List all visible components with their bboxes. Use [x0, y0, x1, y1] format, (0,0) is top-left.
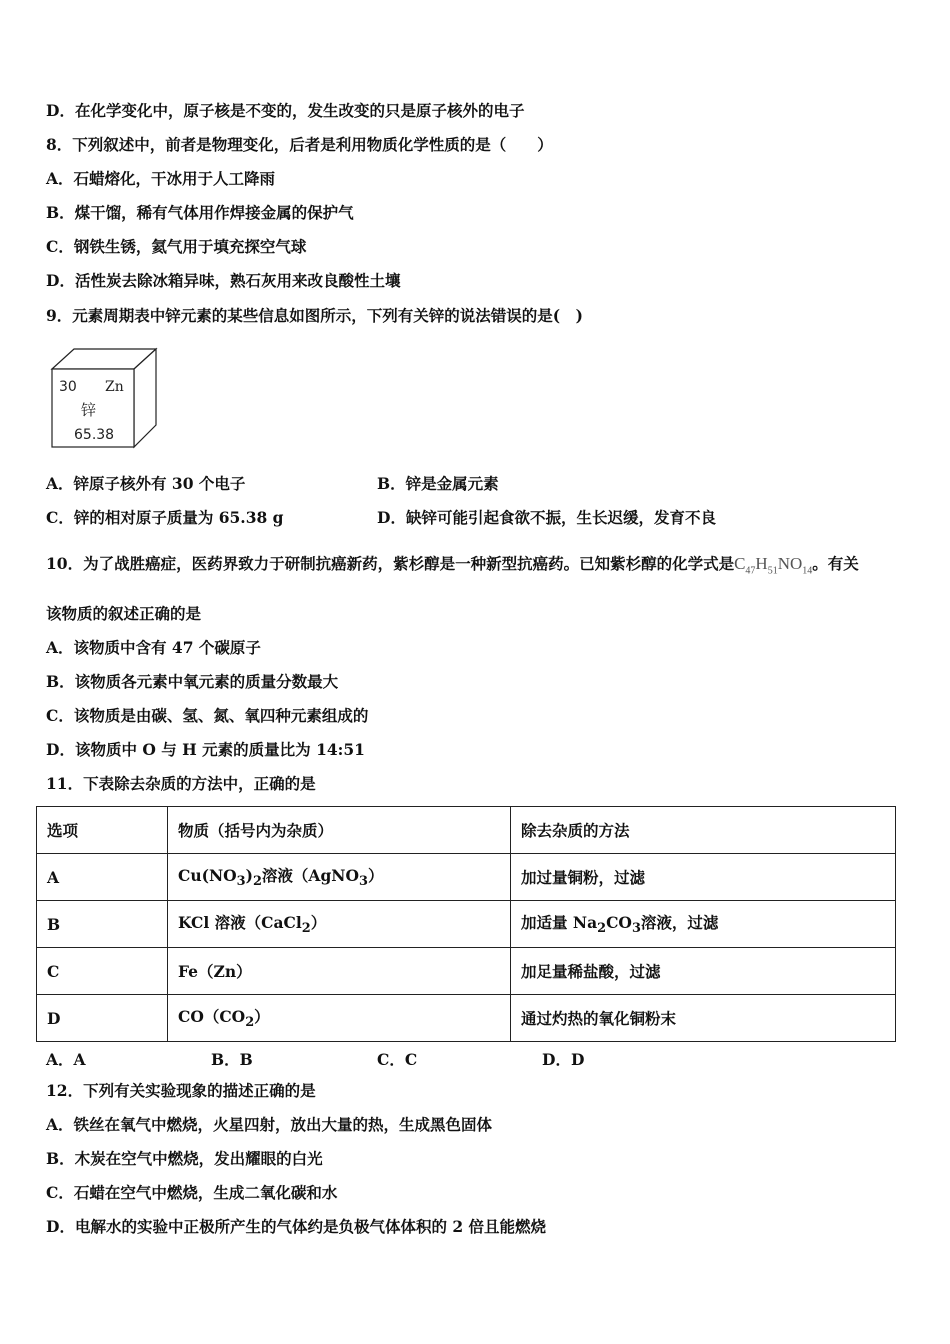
table-cell-substance: $Cu(NO_3)_2$溶液（AgNO$_3$）: [168, 854, 511, 901]
table-cell-option: D: [37, 995, 168, 1042]
q8-option-b: B．煤干馏，稀有气体用作焊接金属的保护气: [46, 203, 354, 222]
q9-option-c: C．锌的相对原子质量为 65.38 g: [46, 508, 284, 527]
q12-option-c: C．石蜡在空气中燃烧，生成二氧化碳和水: [46, 1183, 338, 1202]
q9-option-d: D．缺锌可能引起食欲不振，生长迟缓，发育不良: [377, 508, 716, 527]
q9-stem: 9．元素周期表中锌元素的某些信息如图所示，下列有关锌的说法错误的是( ): [46, 306, 583, 325]
q11-answer-a: A．A: [46, 1050, 86, 1069]
table-cell-substance: $CO(CO_2)$: [168, 995, 511, 1042]
table-row: [37, 995, 896, 1042]
table-row: [37, 948, 896, 995]
q8-option-c: C．钢铁生锈，氦气用于填充探空气球: [46, 237, 307, 256]
element-mass: 65.38: [74, 427, 115, 443]
zinc-element-figure: [50, 347, 160, 451]
table-cell-option: C: [37, 948, 168, 995]
q10-stem-text: 10．为了战胜癌症，医药界致力于研制抗癌新药，紫杉醇是一种新型抗癌药。已知紫杉醇的化学式是: [46, 554, 735, 573]
q8-option-d: D．活性炭去除冰箱异味，熟石灰用来改良酸性土壤: [46, 271, 401, 290]
q8-option-a: A．石蜡熔化，干冰用于人工降雨: [46, 169, 276, 188]
table-row: [37, 901, 896, 948]
q12-option-a: A．铁丝在氧气中燃烧，火星四射，放出大量的热，生成黑色固体: [46, 1115, 493, 1134]
table-cell-method: 加过量铜粉，过滤: [511, 854, 896, 901]
table-header-cell: 选项: [37, 807, 168, 854]
q11-answer-c: C．C: [377, 1050, 418, 1069]
taxol-formula: $C_{47}H_{51}NO_{14}$: [734, 554, 813, 577]
element-symbol: Zn: [105, 379, 124, 395]
q12-stem: 12．下列有关实验现象的描述正确的是: [46, 1081, 316, 1100]
q8-stem: 8．下列叙述中，前者是物理变化，后者是利用物质化学性质的是（ ）: [46, 135, 553, 154]
table-row: [37, 854, 896, 901]
q10-stem-cont: 该物质的叙述正确的是: [46, 604, 202, 623]
q10-option-a: A．该物质中含有 47 个碳原子: [46, 638, 261, 657]
impurity-table: [36, 806, 896, 1042]
table-cell-option: A: [37, 854, 168, 901]
table-header-row: [37, 807, 896, 854]
table-cell-option: B: [37, 901, 168, 948]
q10-option-d: D．该物质中 O 与 H 元素的质量比为 14:51: [46, 740, 365, 759]
table-cell-method: 加足量稀盐酸，过滤: [511, 948, 896, 995]
q12-option-b: B．木炭在空气中燃烧，发出耀眼的白光: [46, 1149, 323, 1168]
table-cell-substance: KCl 溶液（CaCl$_2$）: [168, 901, 511, 948]
table-cell-method: 加适量 $Na_2CO_3$溶液，过滤: [511, 901, 896, 948]
q11-answer-d: D．D: [542, 1050, 585, 1069]
table-header-cell: 除去杂质的方法: [511, 807, 896, 854]
table-header-cell: 物质（括号内为杂质）: [168, 807, 511, 854]
q12-option-d: D．电解水的实验中正极所产生的气体约是负极气体体积的 2 倍且能燃烧: [46, 1217, 547, 1236]
q9-option-b: B．锌是金属元素: [377, 474, 499, 493]
q10-option-b: B．该物质各元素中氧元素的质量分数最大: [46, 672, 339, 691]
q10-option-c: C．该物质是由碳、氢、氮、氧四种元素组成的: [46, 706, 369, 725]
table-cell-method: 通过灼热的氧化铜粉末: [511, 995, 896, 1042]
q11-answer-b: B．B: [211, 1050, 253, 1069]
element-number: 30: [59, 379, 77, 395]
table-cell-substance: Fe（Zn）: [168, 948, 511, 995]
q9-option-a: A．锌原子核外有 30 个电子: [46, 474, 246, 493]
q11-stem: 11．下表除去杂质的方法中，正确的是: [46, 774, 316, 793]
element-name: 锌: [81, 401, 97, 419]
q7-option-d: D．在化学变化中，原子核是不变的，发生改变的只是原子核外的电子: [46, 101, 525, 120]
q10-stem: 10．为了战胜癌症，医药界致力于研制抗癌新药，紫杉醇是一种新型抗癌药。已知紫杉醇的化学式是$C_{47}H_{51}NO_{14}$。有关: [46, 554, 859, 577]
